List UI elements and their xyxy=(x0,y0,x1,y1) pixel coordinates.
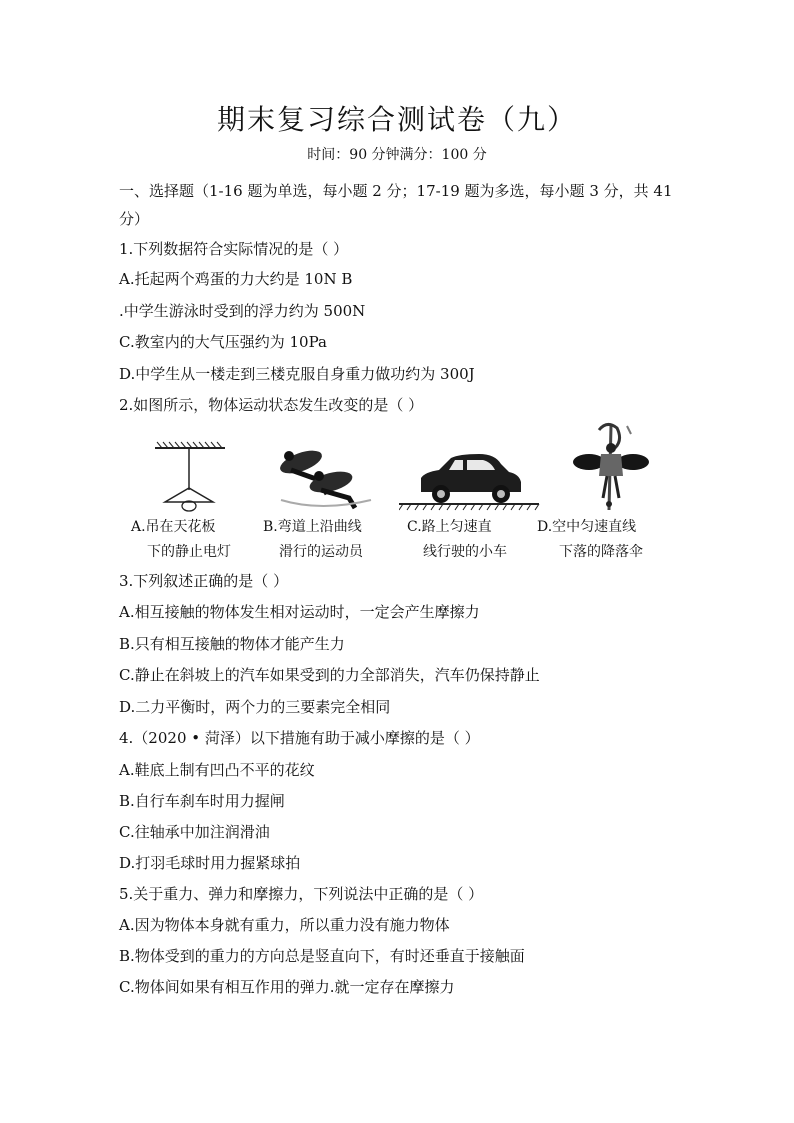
figure-c-caption-1: C.路上匀速直 xyxy=(407,519,492,535)
exam-info: 时间：90 分钟满分：100 分 xyxy=(307,147,487,163)
q3-option-c: C.静止在斜坡上的汽车如果受到的力全部消失，汽车仍保持静止 xyxy=(119,666,540,684)
q3-option-d: D.二力平衡时，两个力的三要素完全相同 xyxy=(119,698,391,716)
figure-c-caption-2: 线行驶的小车 xyxy=(423,544,507,560)
q4-option-b: B.自行车刹车时用力握闸 xyxy=(119,792,285,810)
section-heading-line1: 一、选择题（1-16 题为单选，每小题 2 分；17-19 题为多选，每小题 3 分，共 41 xyxy=(119,182,673,200)
q5-option-a: A.因为物体本身就有重力，所以重力没有施力物体 xyxy=(119,916,450,934)
q3-stem: 3.下列叙述正确的是（ ） xyxy=(119,572,289,590)
hanging-lamp-illustration xyxy=(119,420,269,520)
q3-option-a: A.相互接触的物体发生相对运动时，一定会产生摩擦力 xyxy=(119,603,480,621)
figure-c xyxy=(399,420,549,565)
parachutist-illustration xyxy=(537,420,687,520)
figure-a xyxy=(119,420,269,565)
q1-option-c: C.教室内的大气压强约为 10Pa xyxy=(119,333,327,351)
speed-skaters-illustration xyxy=(261,420,411,520)
q1-option-a: A.托起两个鸡蛋的力大约是 10N B xyxy=(119,270,353,288)
figure-d-caption-2: 下落的降落伞 xyxy=(559,544,643,560)
section-heading-line2: 分） xyxy=(119,210,150,228)
q4-option-d: D.打羽毛球时用力握紧球拍 xyxy=(119,854,301,872)
q2-figure-row xyxy=(119,420,679,565)
q5-option-c: C.物体间如果有相互作用的弹力.就一定存在摩擦力 xyxy=(119,978,455,996)
q4-option-c: C.往轴承中加注润滑油 xyxy=(119,823,270,841)
figure-d-caption-1: D.空中匀速直线 xyxy=(537,519,637,535)
car-on-road-illustration xyxy=(399,420,549,520)
figure-a-caption-2: 下的静止电灯 xyxy=(147,544,231,560)
q4-option-a: A.鞋底上制有凹凸不平的花纹 xyxy=(119,761,315,779)
q5-option-b: B.物体受到的重力的方向总是竖直向下，有时还垂直于接触面 xyxy=(119,947,525,965)
q1-stem: 1.下列数据符合实际情况的是（ ） xyxy=(119,240,349,258)
page-title: 期末复习综合测试卷（九） xyxy=(216,103,577,136)
q1-option-d: D.中学生从一楼走到三楼克服自身重力做功约为 300J xyxy=(119,365,475,383)
q4-stem: 4.（2020 • 菏泽）以下措施有助于减小摩擦的是（ ） xyxy=(119,729,480,747)
figure-d xyxy=(537,420,687,565)
figure-b-caption-1: B.弯道上沿曲线 xyxy=(263,519,362,535)
q2-stem: 2.如图所示，物体运动状态发生改变的是（ ） xyxy=(119,396,424,414)
figure-b-caption-2: 滑行的运动员 xyxy=(279,544,363,560)
figure-a-caption-1: A.吊在天花板 xyxy=(131,519,216,535)
q1-option-b: .中学生游泳时受到的浮力约为 500N xyxy=(119,302,366,320)
q3-option-b: B.只有相互接触的物体才能产生力 xyxy=(119,635,345,653)
q5-stem: 5.关于重力、弹力和摩擦力，下列说法中正确的是（ ） xyxy=(119,885,484,903)
figure-b xyxy=(261,420,411,565)
